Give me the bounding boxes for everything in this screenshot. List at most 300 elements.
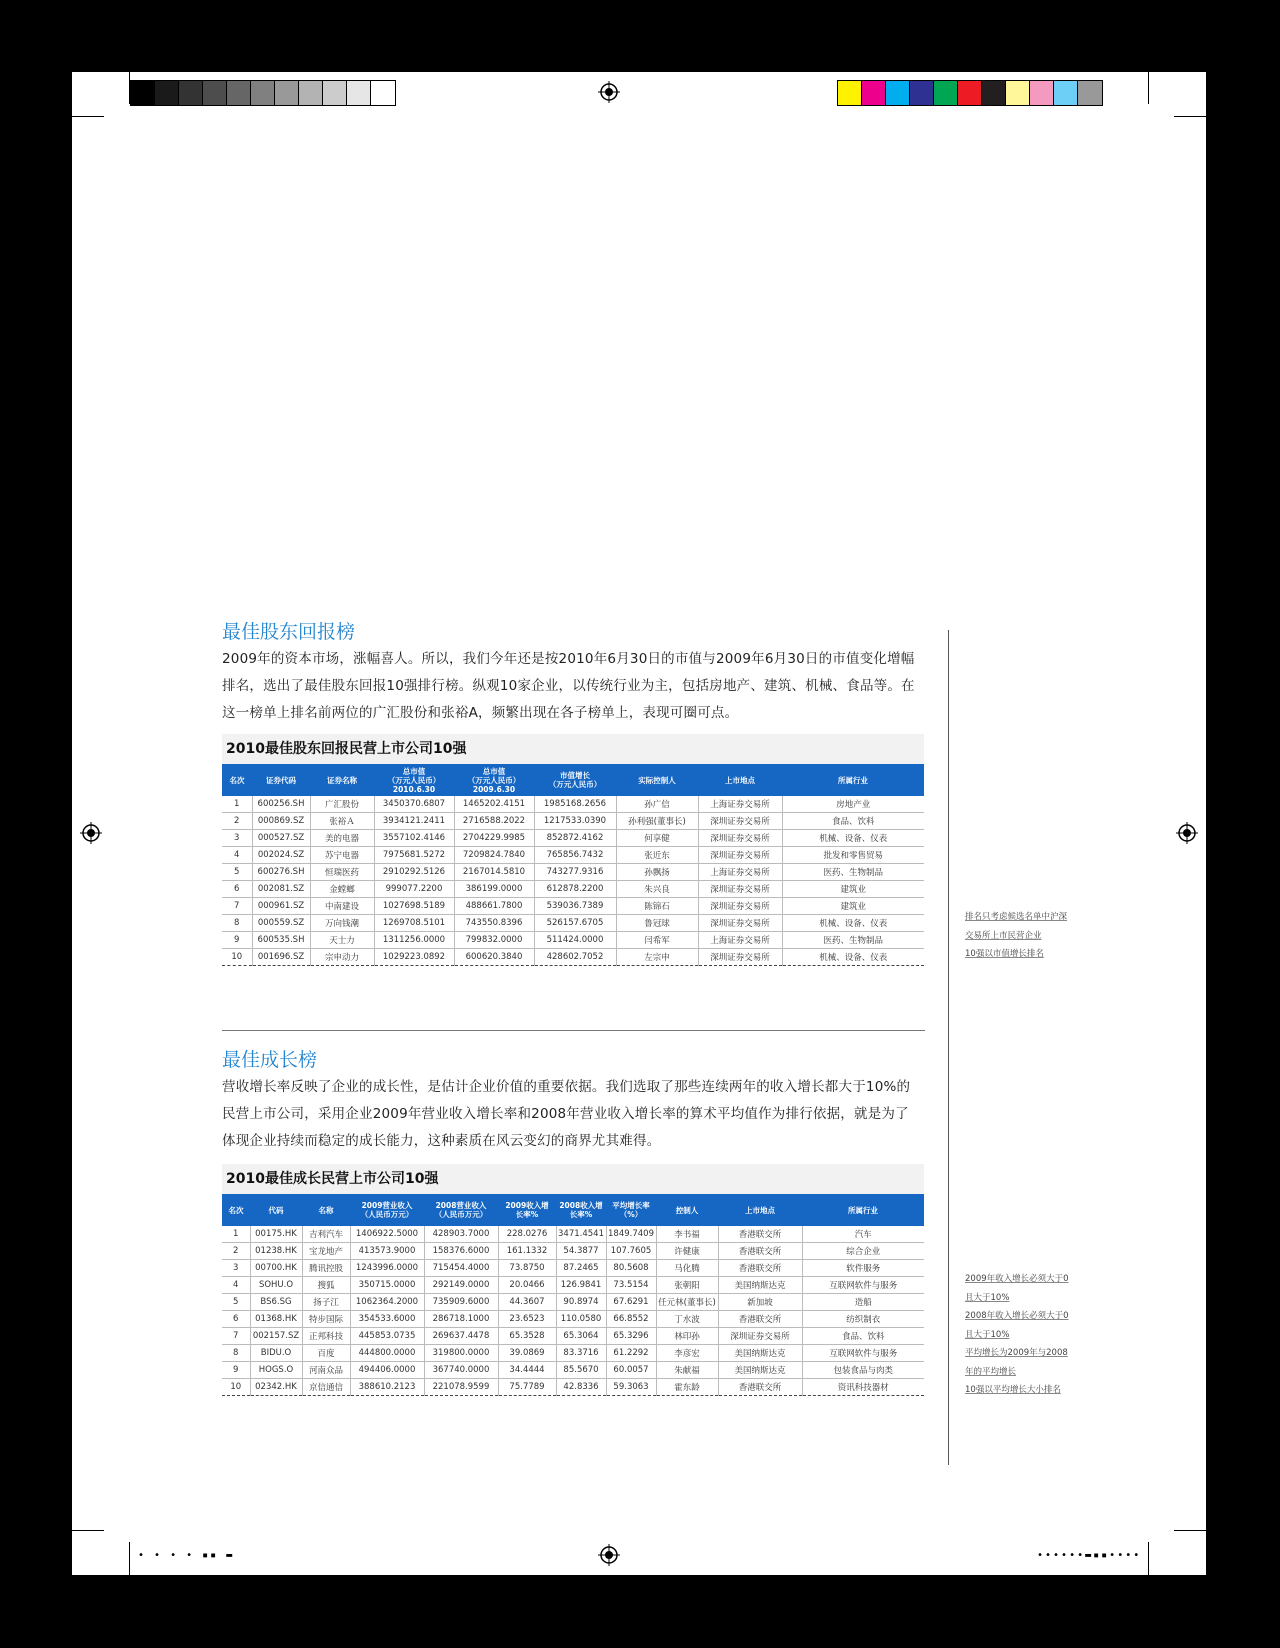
table-cell: 000559.SZ xyxy=(252,915,310,932)
table-cell: 612878.2200 xyxy=(534,881,616,898)
column-header: 控制人 xyxy=(656,1194,718,1226)
crop-mark xyxy=(1148,1542,1149,1575)
table-cell: 85.5670 xyxy=(556,1362,606,1379)
table-cell: 367740.0000 xyxy=(424,1362,498,1379)
table-row xyxy=(222,796,924,813)
table-cell: 765856.7432 xyxy=(534,847,616,864)
table-cell: 2 xyxy=(222,1243,250,1260)
table-cell: 799832.0000 xyxy=(454,932,534,949)
table-cell: 美国纳斯达克 xyxy=(718,1362,802,1379)
table-cell: 9 xyxy=(222,932,252,949)
color-swatch xyxy=(1006,81,1030,105)
table-row xyxy=(222,830,924,847)
table-cell: 香港联交所 xyxy=(718,1226,802,1243)
note-line: 排名只考虑候选名单中沪深 xyxy=(965,912,1068,922)
color-swatch xyxy=(347,81,371,105)
column-header: 代码 xyxy=(250,1194,302,1226)
table-cell: 1217533.0390 xyxy=(534,813,616,830)
color-swatch xyxy=(179,81,203,105)
table-cell: 朱献福 xyxy=(656,1362,718,1379)
table-title: 2010最佳股东回报民营上市公司10强 xyxy=(222,734,924,764)
table-row xyxy=(222,1328,924,1345)
table-cell: 5 xyxy=(222,1294,250,1311)
registration-mark-bottom xyxy=(598,1544,620,1566)
color-swatch xyxy=(371,81,395,105)
column-header: 名次 xyxy=(222,1194,250,1226)
color-swatch xyxy=(886,81,910,105)
cmyk-color-bar xyxy=(837,80,1103,106)
table-cell: 73.5154 xyxy=(606,1277,656,1294)
table-cell: 1406922.5000 xyxy=(350,1226,424,1243)
table-cell: 综合企业 xyxy=(802,1243,924,1260)
table-cell: 新加坡 xyxy=(718,1294,802,1311)
table-cell: 10 xyxy=(222,949,252,966)
table-cell: 4 xyxy=(222,1277,250,1294)
table-cell: 汽车 xyxy=(802,1226,924,1243)
table-title: 2010最佳成长民营上市公司10强 xyxy=(222,1164,924,1194)
table-cell: 正邦科技 xyxy=(302,1328,350,1345)
table-cell: 428602.7052 xyxy=(534,949,616,966)
table-cell: 715454.4000 xyxy=(424,1260,498,1277)
table-cell: 269637.4478 xyxy=(424,1328,498,1345)
table-cell: 上海证券交易所 xyxy=(698,796,782,813)
note-line: 年的平均增长 xyxy=(965,1366,1017,1377)
table-cell: 65.3296 xyxy=(606,1328,656,1345)
table-cell: 126.9841 xyxy=(556,1277,606,1294)
side-note-growth xyxy=(965,1270,1069,1400)
table-cell: 腾讯控股 xyxy=(302,1260,350,1277)
page xyxy=(72,72,1206,1575)
table-cell: 1 xyxy=(222,1226,250,1243)
table-row xyxy=(222,915,924,932)
table-cell: 600620.3840 xyxy=(454,949,534,966)
column-header: 总市值 （万元人民币） 2010.6.30 xyxy=(374,764,454,796)
table-cell: 002024.SZ xyxy=(252,847,310,864)
table-cell: 413573.9000 xyxy=(350,1243,424,1260)
table-cell: 机械、设备、仪表 xyxy=(782,949,924,966)
table-cell: 2704229.9985 xyxy=(454,830,534,847)
table-cell: 食品、饮料 xyxy=(802,1328,924,1345)
note-line: 2008年收入增长必须大于0 xyxy=(965,1311,1069,1321)
table-cell: 搜狐 xyxy=(302,1277,350,1294)
table-cell: 743550.8396 xyxy=(454,915,534,932)
crop-mark xyxy=(129,1542,130,1575)
column-header: 上市地点 xyxy=(698,764,782,796)
table-cell: 001696.SZ xyxy=(252,949,310,966)
crop-mark xyxy=(129,72,130,104)
crop-mark xyxy=(1148,72,1149,104)
table-cell: 3557102.4146 xyxy=(374,830,454,847)
table-cell: 互联网软件与服务 xyxy=(802,1277,924,1294)
table-cell: 23.6523 xyxy=(498,1311,556,1328)
table-cell: 00175.HK xyxy=(250,1226,302,1243)
table-cell: 软件服务 xyxy=(802,1260,924,1277)
table-cell: 494406.0000 xyxy=(350,1362,424,1379)
table-cell: 1311256.0000 xyxy=(374,932,454,949)
table-cell: 3934121.2411 xyxy=(374,813,454,830)
table-cell: 恒瑞医药 xyxy=(310,864,374,881)
table-cell: 65.3528 xyxy=(498,1328,556,1345)
color-swatch xyxy=(323,81,347,105)
table-cell: 房地产业 xyxy=(782,796,924,813)
table-cell: 73.8750 xyxy=(498,1260,556,1277)
table-cell: 59.3063 xyxy=(606,1379,656,1396)
table-cell: 7975681.5272 xyxy=(374,847,454,864)
table-row xyxy=(222,1379,924,1396)
column-header: 2008收入增 长率% xyxy=(556,1194,606,1226)
table-cell: 44.3607 xyxy=(498,1294,556,1311)
table-cell: 65.3064 xyxy=(556,1328,606,1345)
table-cell: 医药、生物制品 xyxy=(782,864,924,881)
note-line: 且大于10% xyxy=(965,1329,1010,1340)
column-header: 证券名称 xyxy=(310,764,374,796)
table-cell: 000869.SZ xyxy=(252,813,310,830)
table-cell: 机械、设备、仪表 xyxy=(782,830,924,847)
table-cell: 20.0466 xyxy=(498,1277,556,1294)
table-cell: 李书福 xyxy=(656,1226,718,1243)
table-cell: 1 xyxy=(222,796,252,813)
color-swatch xyxy=(934,81,958,105)
table-cell: 228.0276 xyxy=(498,1226,556,1243)
column-header: 平均增长率 （%） xyxy=(606,1194,656,1226)
table-cell: 天士力 xyxy=(310,932,374,949)
color-swatch xyxy=(155,81,179,105)
section-title-shareholder-return: 最佳股东回报榜 xyxy=(222,621,356,643)
color-swatch xyxy=(1078,81,1102,105)
table-row xyxy=(222,1243,924,1260)
table-cell: 批发和零售贸易 xyxy=(782,847,924,864)
color-swatch xyxy=(1054,81,1078,105)
table-cell: 何享健 xyxy=(616,830,698,847)
column-header: 上市地点 xyxy=(718,1194,802,1226)
note-line: 平均增长为2009年与2008 xyxy=(965,1348,1068,1358)
table-cell: 8 xyxy=(222,915,252,932)
table-cell: 上海证券交易所 xyxy=(698,932,782,949)
side-rule xyxy=(948,630,949,1465)
table-cell: 107.7605 xyxy=(606,1243,656,1260)
table-cell: 6 xyxy=(222,881,252,898)
table-cell: 机械、设备、仪表 xyxy=(782,915,924,932)
table-row xyxy=(222,898,924,915)
table-cell: 1243996.0000 xyxy=(350,1260,424,1277)
table-cell: 医药、生物制品 xyxy=(782,932,924,949)
table-row xyxy=(222,847,924,864)
table-cell: 深圳证券交易所 xyxy=(698,847,782,864)
table-row xyxy=(222,1277,924,1294)
table-cell: 陈锦石 xyxy=(616,898,698,915)
table-cell: 张近东 xyxy=(616,847,698,864)
table-cell: 任元林(董事长) xyxy=(656,1294,718,1311)
table-cell: BIDU.O xyxy=(250,1345,302,1362)
table-cell: 朱兴良 xyxy=(616,881,698,898)
table-cell: 000961.SZ xyxy=(252,898,310,915)
table-row xyxy=(222,949,924,966)
table-cell: 苏宁电器 xyxy=(310,847,374,864)
table-cell: 孙飘扬 xyxy=(616,864,698,881)
table-cell: 75.7789 xyxy=(498,1379,556,1396)
color-swatch xyxy=(982,81,1006,105)
table-cell: 1269708.5101 xyxy=(374,915,454,932)
crop-mark xyxy=(1174,1530,1206,1531)
note-line: 2009年收入增长必须大于0 xyxy=(965,1274,1069,1284)
table-cell: 60.0057 xyxy=(606,1362,656,1379)
table-cell: 万向钱潮 xyxy=(310,915,374,932)
table-row xyxy=(222,1226,924,1243)
table-cell: 161.1332 xyxy=(498,1243,556,1260)
table-cell: 张裕Ａ xyxy=(310,813,374,830)
table-cell: 852872.4162 xyxy=(534,830,616,847)
table-cell: 01368.HK xyxy=(250,1311,302,1328)
color-swatch xyxy=(227,81,251,105)
table-cell: 2167014.5810 xyxy=(454,864,534,881)
table-cell: 80.5608 xyxy=(606,1260,656,1277)
table-cell: 87.2465 xyxy=(556,1260,606,1277)
table-cell: 00700.HK xyxy=(250,1260,302,1277)
crop-mark xyxy=(1174,116,1206,117)
table-cell: 386199.0000 xyxy=(454,881,534,898)
table-cell: 霍东龄 xyxy=(656,1379,718,1396)
table-cell: 宝龙地产 xyxy=(302,1243,350,1260)
table-cell: 600256.SH xyxy=(252,796,310,813)
table-cell: SOHU.O xyxy=(250,1277,302,1294)
column-header: 2009营业收入 （人民币万元） xyxy=(350,1194,424,1226)
table-cell: 319800.0000 xyxy=(424,1345,498,1362)
table-row xyxy=(222,813,924,830)
table-cell: 深圳证券交易所 xyxy=(698,898,782,915)
table-cell: 34.4444 xyxy=(498,1362,556,1379)
registration-mark-left xyxy=(80,822,102,844)
table-cell: 5 xyxy=(222,864,252,881)
table-cell: 扬子江 xyxy=(302,1294,350,1311)
table-cell: 上海证券交易所 xyxy=(698,864,782,881)
table-cell: 金螳螂 xyxy=(310,881,374,898)
color-swatch xyxy=(203,81,227,105)
column-header: 实际控制人 xyxy=(616,764,698,796)
table-cell: 600276.SH xyxy=(252,864,310,881)
table-cell: 2910292.5126 xyxy=(374,864,454,881)
table-cell: 深圳证券交易所 xyxy=(698,813,782,830)
table-cell: 建筑业 xyxy=(782,881,924,898)
table-cell: 深圳证券交易所 xyxy=(698,881,782,898)
note-line: 10强以市值增长排名 xyxy=(965,949,1044,959)
table-cell: 1849.7409 xyxy=(606,1226,656,1243)
table-cell: 2 xyxy=(222,813,252,830)
color-swatch xyxy=(910,81,934,105)
table-cell: 158376.6000 xyxy=(424,1243,498,1260)
color-swatch xyxy=(958,81,982,105)
trim-dots-right: ••••••▬▪▪•••• xyxy=(1037,1550,1142,1561)
table-cell: 445853.0735 xyxy=(350,1328,424,1345)
crop-mark xyxy=(72,116,104,117)
table-cell: 39.0869 xyxy=(498,1345,556,1362)
note-line: 且大于10% xyxy=(965,1292,1010,1303)
table-cell: 7 xyxy=(222,898,252,915)
table-cell: 互联网软件与服务 xyxy=(802,1345,924,1362)
table-cell: 特步国际 xyxy=(302,1311,350,1328)
table-cell: 3450370.6807 xyxy=(374,796,454,813)
column-header: 2008营业收入 （人民币万元） xyxy=(424,1194,498,1226)
table-cell: 735909.6000 xyxy=(424,1294,498,1311)
trim-dots-left: • • • • ▪▪ ▬ xyxy=(138,1550,235,1561)
table-cell: 百度 xyxy=(302,1345,350,1362)
table-cell: 纺织制衣 xyxy=(802,1311,924,1328)
table-cell: 河南众品 xyxy=(302,1362,350,1379)
column-header: 2009收入增 长率% xyxy=(498,1194,556,1226)
column-header: 市值增长 （万元人民币） xyxy=(534,764,616,796)
table-cell: 90.8974 xyxy=(556,1294,606,1311)
table-cell: BS6.SG xyxy=(250,1294,302,1311)
section-divider xyxy=(222,1030,925,1031)
table-cell: 鲁冠球 xyxy=(616,915,698,932)
table-cell: 286718.1000 xyxy=(424,1311,498,1328)
table-cell: HOGS.O xyxy=(250,1362,302,1379)
column-header: 证券代码 xyxy=(252,764,310,796)
table-cell: 7 xyxy=(222,1328,250,1345)
table-cell: 488661.7800 xyxy=(454,898,534,915)
table-cell: 宗申动力 xyxy=(310,949,374,966)
table-cell: 包装食品与肉类 xyxy=(802,1362,924,1379)
table-cell: 9 xyxy=(222,1362,250,1379)
table-row xyxy=(222,1345,924,1362)
table-cell: 吉利汽车 xyxy=(302,1226,350,1243)
table-cell: 10 xyxy=(222,1379,250,1396)
table-cell: 1062364.2000 xyxy=(350,1294,424,1311)
color-swatch xyxy=(1030,81,1054,105)
table-cell: 388610.2123 xyxy=(350,1379,424,1396)
table-cell: 香港联交所 xyxy=(718,1243,802,1260)
note-line: 交易所上市民营企业 xyxy=(965,930,1042,941)
section-paragraph-growth: 营收增长率反映了企业的成长性，是估计企业价值的重要依据。我们选取了那些连续两年的收入增长都大于10%的民营上市公司，采用企业2009年营业收入增长率和2008年营业收入增长率的算术平均值作为排行依据，就是为了体现企业持续而稳定的成长能力，这种素质在风云变幻的商界尤其难得。 xyxy=(222,1079,911,1149)
table-cell: 999077.2200 xyxy=(374,881,454,898)
color-swatch xyxy=(251,81,275,105)
table-cell: 建筑业 xyxy=(782,898,924,915)
table-cell: 李彦宏 xyxy=(656,1345,718,1362)
table-cell: 1985168.2656 xyxy=(534,796,616,813)
side-note-shareholder-return xyxy=(965,908,1067,964)
table-cell: 马化腾 xyxy=(656,1260,718,1277)
table-cell: 1029223.0892 xyxy=(374,949,454,966)
table-row xyxy=(222,1362,924,1379)
table-cell: 67.6291 xyxy=(606,1294,656,1311)
table-cell: 83.3716 xyxy=(556,1345,606,1362)
crop-mark xyxy=(72,1530,104,1531)
table-cell: 221078.9599 xyxy=(424,1379,498,1396)
table-cell: 526157.6705 xyxy=(534,915,616,932)
table-cell: 香港联交所 xyxy=(718,1260,802,1277)
table-row xyxy=(222,1260,924,1277)
table-cell: 深圳证券交易所 xyxy=(698,830,782,847)
table-row xyxy=(222,881,924,898)
table-cell: 孙广信 xyxy=(616,796,698,813)
table-cell: 深圳证券交易所 xyxy=(698,915,782,932)
column-header: 所属行业 xyxy=(782,764,924,796)
table-cell: 美国纳斯达克 xyxy=(718,1277,802,1294)
table-row xyxy=(222,1294,924,1311)
table-cell: 61.2292 xyxy=(606,1345,656,1362)
table-cell: 600535.SH xyxy=(252,932,310,949)
table-cell: 食品、饮料 xyxy=(782,813,924,830)
table-cell: 资讯科技器材 xyxy=(802,1379,924,1396)
table-cell: 孙利强(董事长) xyxy=(616,813,698,830)
table-cell: 01238.HK xyxy=(250,1243,302,1260)
section-paragraph-shareholder-return: 2009年的资本市场，涨幅喜人。所以，我们今年还是按2010年6月30日的市值与2009年6月30日的市值变化增幅排名，选出了最佳股东回报10强排行榜。纵观10家企业，以传统行业为主，包括房地产、建筑、机械、食品等。在这一榜单上排名前两位的广汇股份和张裕A，频繁出现在各子榜单上，表现可圈可点。 xyxy=(222,651,915,721)
table-cell: 002157.SZ xyxy=(250,1328,302,1345)
table-cell: 2716588.2022 xyxy=(454,813,534,830)
table-cell: 闫希军 xyxy=(616,932,698,949)
table-cell: 深圳证券交易所 xyxy=(698,949,782,966)
table-cell: 丁水波 xyxy=(656,1311,718,1328)
table-cell: 左宗申 xyxy=(616,949,698,966)
table-cell: 3 xyxy=(222,1260,250,1277)
table-cell: 54.3877 xyxy=(556,1243,606,1260)
table-cell: 林印孙 xyxy=(656,1328,718,1345)
table-cell: 香港联交所 xyxy=(718,1311,802,1328)
table-cell: 深圳证券交易所 xyxy=(718,1328,802,1345)
column-header: 名称 xyxy=(302,1194,350,1226)
table-cell: 6 xyxy=(222,1311,250,1328)
table-cell: 66.8552 xyxy=(606,1311,656,1328)
table-cell: 1027698.5189 xyxy=(374,898,454,915)
table-cell: 许健康 xyxy=(656,1243,718,1260)
table-cell: 292149.0000 xyxy=(424,1277,498,1294)
table-cell: 3471.4541 xyxy=(556,1226,606,1243)
color-swatch xyxy=(275,81,299,105)
table-row xyxy=(222,864,924,881)
table-row xyxy=(222,932,924,949)
table-growth xyxy=(222,1164,924,1396)
table-cell: 110.0580 xyxy=(556,1311,606,1328)
column-header: 总市值 （万元人民币） 2009.6.30 xyxy=(454,764,534,796)
table-cell: 511424.0000 xyxy=(534,932,616,949)
table-cell: 444800.0000 xyxy=(350,1345,424,1362)
table-cell: 002081.SZ xyxy=(252,881,310,898)
table-cell: 354533.6000 xyxy=(350,1311,424,1328)
table-shareholder-return xyxy=(222,734,924,966)
color-swatch xyxy=(838,81,862,105)
table-cell: 造船 xyxy=(802,1294,924,1311)
table-cell: 1465202.4151 xyxy=(454,796,534,813)
table-cell: 京信通信 xyxy=(302,1379,350,1396)
table-cell: 539036.7389 xyxy=(534,898,616,915)
color-swatch xyxy=(299,81,323,105)
table-cell: 美国纳斯达克 xyxy=(718,1345,802,1362)
table-cell: 743277.9316 xyxy=(534,864,616,881)
table-cell: 美的电器 xyxy=(310,830,374,847)
table-cell: 中南建设 xyxy=(310,898,374,915)
table-row xyxy=(222,1311,924,1328)
color-swatch xyxy=(131,81,155,105)
table-cell: 3 xyxy=(222,830,252,847)
column-header: 名次 xyxy=(222,764,252,796)
table-cell: 02342.HK xyxy=(250,1379,302,1396)
table-cell: 7209824.7840 xyxy=(454,847,534,864)
grayscale-color-bar xyxy=(130,80,396,106)
table-cell: 000527.SZ xyxy=(252,830,310,847)
column-header: 所属行业 xyxy=(802,1194,924,1226)
registration-mark-right xyxy=(1176,822,1198,844)
note-line: 10强以平均增长大小排名 xyxy=(965,1385,1061,1395)
registration-mark-top xyxy=(598,81,620,103)
table-cell: 428903.7000 xyxy=(424,1226,498,1243)
table-cell: 8 xyxy=(222,1345,250,1362)
table-cell: 张朝阳 xyxy=(656,1277,718,1294)
color-swatch xyxy=(862,81,886,105)
table-cell: 350715.0000 xyxy=(350,1277,424,1294)
section-title-growth: 最佳成长榜 xyxy=(222,1049,318,1071)
table-cell: 42.8336 xyxy=(556,1379,606,1396)
table-cell: 香港联交所 xyxy=(718,1379,802,1396)
table-cell: 广汇股份 xyxy=(310,796,374,813)
